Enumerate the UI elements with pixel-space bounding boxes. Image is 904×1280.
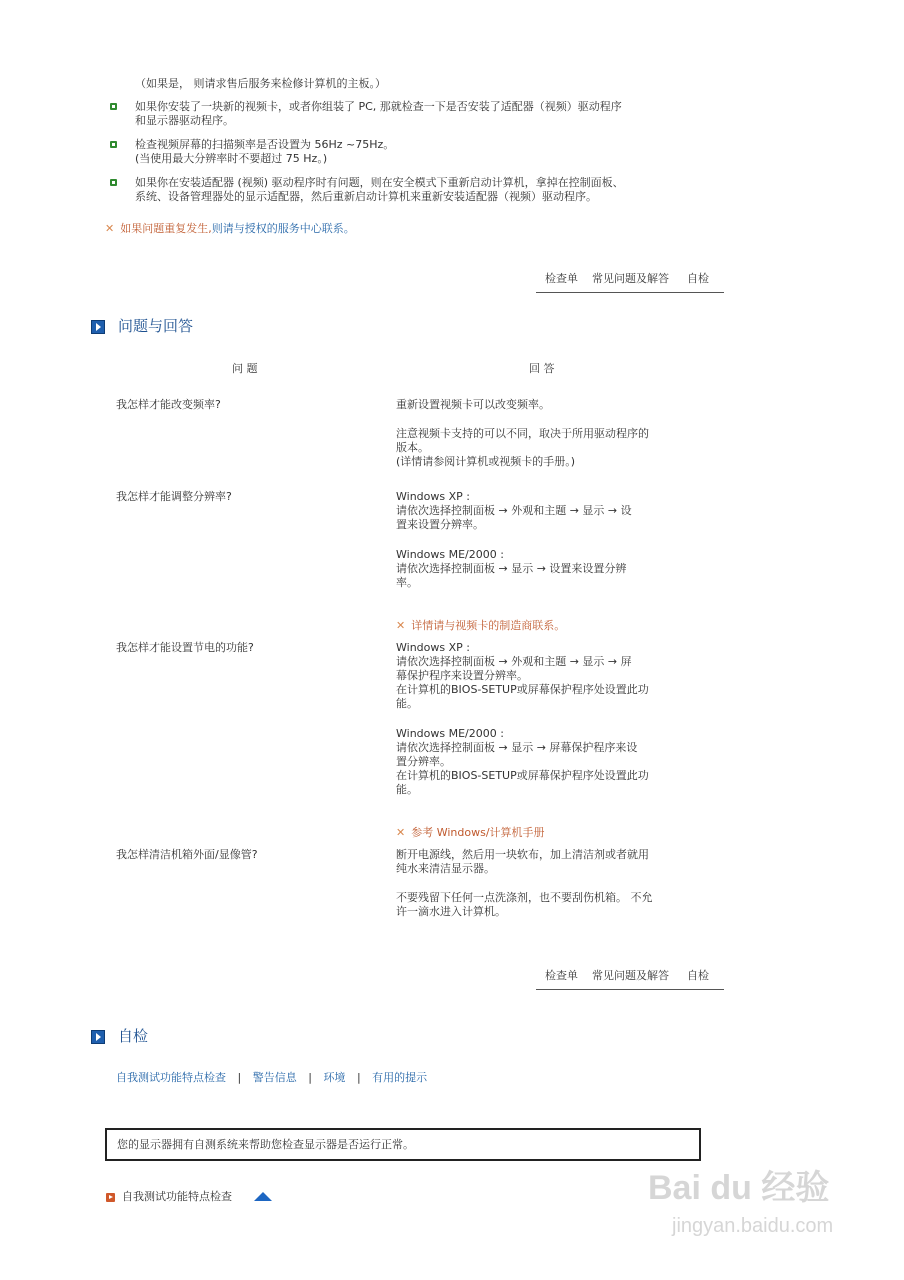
- faq-question-4: 我怎样清洁机箱外面/显像管?: [116, 848, 258, 861]
- selftest-links: [116, 1071, 427, 1085]
- nav-faq-link[interactable]: 常见问题及解答: [592, 969, 669, 982]
- link-separator: |: [356, 1071, 361, 1084]
- bullet-icon: [110, 103, 117, 110]
- service-note-orange: 如果问题重复发生,: [120, 222, 212, 235]
- intro-bullet-3: 如果你在安装适配器 (视频) 驱动程序时有问题，则在安全模式下重新启动计算机，拿掉在控制面板、 系统、设备管理器处的显示适配器，然后重新启动计算机来重新安装适配器（视频）驱动程序。: [135, 176, 624, 203]
- faq-section-title: 问题与回答: [118, 317, 194, 335]
- faq-answer-4a: 断开电源线，然后用一块软布，加上清洁剂或者就用 纯水来清洁显示器。: [396, 848, 649, 875]
- section-arrow-icon: [91, 1030, 105, 1044]
- faq-answer-1b: 注意视频卡支持的可以不同，取决于所用驱动程序的 版本。 (详情请参阅计算机或视频卡的手册。): [396, 427, 649, 468]
- faq-answer-2-note-text: 详情请与视频卡的制造商联系。: [411, 619, 566, 632]
- faq-answer-3a: Windows XP : 请依次选择控制面板 → 外观和主题 → 显示 → 屏 幕保护程序来设置分辨率。 在计算机的BIOS-SETUP或屏幕保护程序处设置此功 能。: [396, 641, 649, 710]
- nav-checklist-link[interactable]: 检查单: [545, 272, 578, 285]
- selftest-subtitle: 自我测试功能特点检查: [122, 1190, 232, 1203]
- faq-header-question: 问 题: [232, 362, 258, 375]
- note-x-icon: ✕: [105, 222, 115, 235]
- nav-checklist-link[interactable]: 检查单: [545, 969, 578, 982]
- intro-line: （如果是， 则请求售后服务来检修计算机的主板。）: [135, 77, 386, 90]
- link-separator: |: [237, 1071, 242, 1084]
- selftest-link-warning[interactable]: 警告信息: [252, 1071, 297, 1084]
- nav-selftest-link[interactable]: 自检: [687, 272, 709, 285]
- faq-answer-3-note-text: 参考 Windows/计算机手册: [411, 826, 545, 839]
- nav-faq-link[interactable]: 常见问题及解答: [592, 272, 669, 285]
- selftest-link-feature-check[interactable]: 自我测试功能特点检查: [116, 1071, 226, 1084]
- faq-answer-2a: Windows XP : 请依次选择控制面板 → 外观和主题 → 显示 → 设 置来设置分辨率。: [396, 490, 632, 531]
- bullet-icon: [110, 141, 117, 148]
- link-separator: |: [308, 1071, 312, 1084]
- selftest-info-text: 您的显示器拥有自测系统来帮助您检查显示器是否运行正常。: [117, 1138, 414, 1151]
- back-to-top-icon[interactable]: [254, 1192, 272, 1201]
- faq-answer-3-note: [396, 812, 696, 840]
- faq-question-3: 我怎样才能设置节电的功能?: [116, 641, 254, 654]
- faq-answer-3b: Windows ME/2000 : 请依次选择控制面板 → 显示 → 屏幕保护程序来设 置分辨率。 在计算机的BIOS-SETUP或屏幕保护程序处设置此功 能。: [396, 727, 649, 796]
- nav-bar-bottom: [536, 969, 724, 990]
- intro-bullet-2: 检查视频屏幕的扫描频率是否设置为 56Hz ~75Hz。 (当使用最大分辨率时不要超过 75 Hz。): [135, 138, 395, 165]
- selftest-section-title: 自检: [118, 1027, 149, 1045]
- orange-arrow-icon: [106, 1193, 115, 1202]
- note-x-icon: ✕: [396, 619, 406, 632]
- note-x-icon: ✕: [396, 826, 406, 839]
- watermark-brand: Bai du 经验: [648, 1169, 830, 1207]
- service-note: [105, 222, 355, 236]
- section-arrow-icon: [91, 320, 105, 334]
- faq-answer-2-note: [396, 605, 696, 633]
- intro-bullet-1: 如果你安装了一块新的视频卡，或者你组装了 PC, 那就检查一下是否安装了适配器（视频）驱动程序 和显示器驱动程序。: [135, 100, 622, 127]
- faq-header-answer: 回 答: [529, 362, 555, 375]
- faq-question-1: 我怎样才能改变频率?: [116, 398, 221, 411]
- bullet-icon: [110, 179, 117, 186]
- nav-bar-top: [536, 272, 724, 293]
- selftest-info-box: [105, 1128, 701, 1161]
- selftest-link-environment[interactable]: 环境: [323, 1071, 346, 1084]
- watermark-url: jingyan.baidu.com: [672, 1215, 834, 1237]
- faq-answer-2b: Windows ME/2000 : 请依次选择控制面板 → 显示 → 设置来设置分辨 率。: [396, 548, 627, 589]
- service-center-link[interactable]: 则请与授权的服务中心联系。: [211, 222, 355, 235]
- selftest-link-tips[interactable]: 有用的提示: [372, 1071, 428, 1084]
- faq-answer-1a: 重新设置视频卡可以改变频率。: [396, 398, 550, 411]
- nav-selftest-link[interactable]: 自检: [687, 969, 709, 982]
- faq-answer-4b: 不要残留下任何一点洗涤剂，也不要刮伤机箱。 不允 许一滴水进入计算机。: [396, 891, 653, 918]
- faq-question-2: 我怎样才能调整分辨率?: [116, 490, 232, 503]
